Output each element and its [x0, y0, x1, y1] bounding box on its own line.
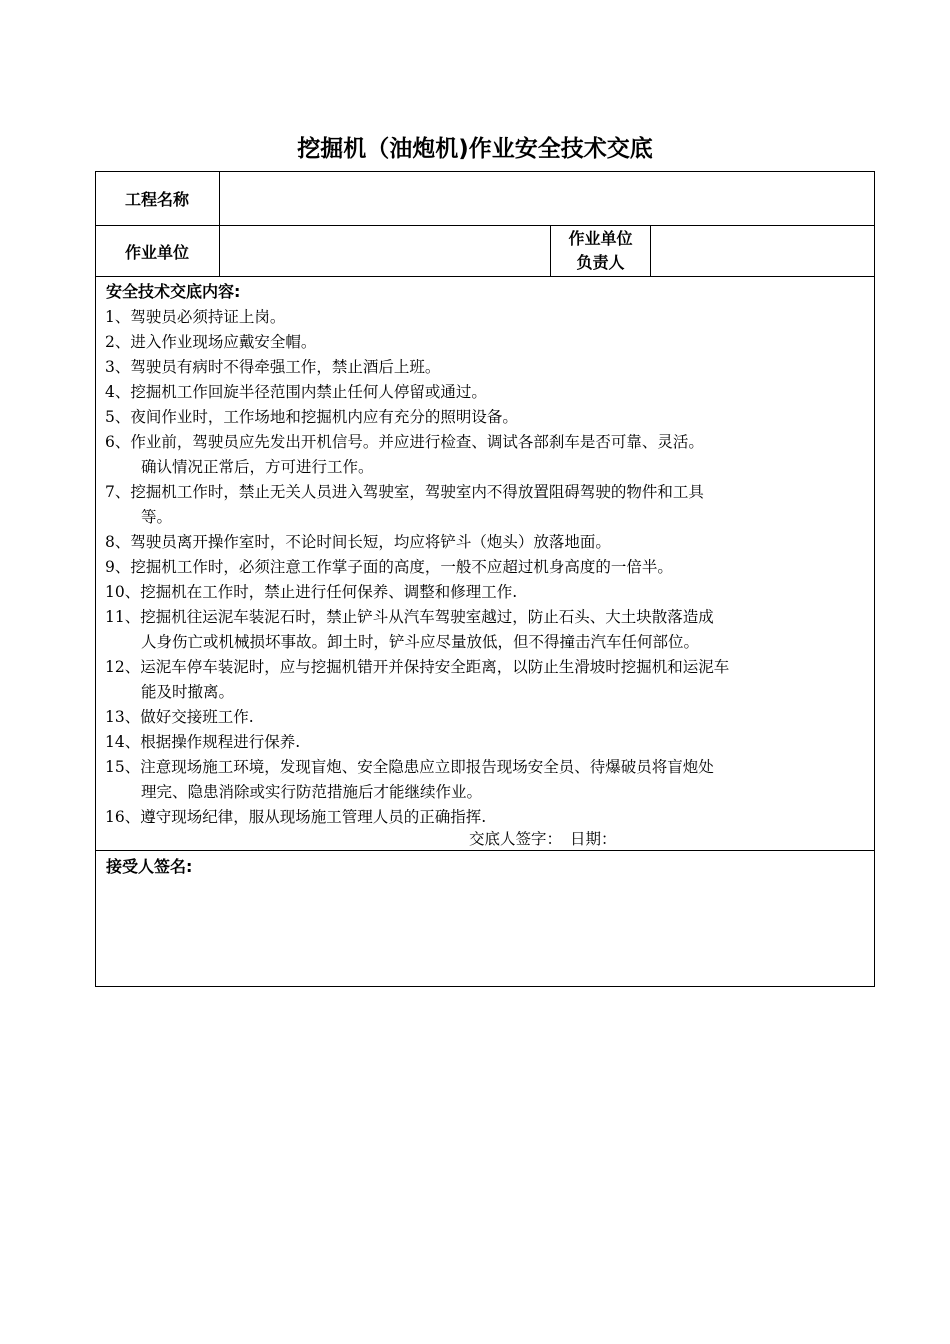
row-divider [95, 850, 875, 851]
disclosure-form [95, 171, 875, 987]
list-item: 5、夜间作业时，工作场地和挖掘机内应有充分的照明设备。 [105, 408, 518, 426]
work-unit-leader-field[interactable] [651, 226, 874, 276]
content-heading: 安全技术交底内容: [106, 282, 241, 301]
list-item: 2、进入作业现场应戴安全帽。 [105, 333, 317, 351]
work-unit-leader-label-line1: 作业单位 [568, 229, 633, 248]
list-item: 11、挖掘机往运泥车装泥石时，禁止铲斗从汽车驾驶室越过，防止石头、大土块散落造成 人身伤亡或机械损坏事故。卸土时，铲斗应尽量放低，但不得撞击汽车任何部位。 [105, 608, 714, 651]
border-left [95, 171, 96, 987]
border-right [874, 171, 875, 987]
receiver-signature-area[interactable] [96, 879, 874, 985]
work-unit-leader-label-line2: 负责人 [576, 253, 625, 272]
list-item: 14、根据操作规程进行保养. [105, 733, 301, 751]
list-item: 4、挖掘机工作回旋半径范围内禁止任何人停留或通过。 [105, 383, 487, 401]
list-item: 12、运泥车停车装泥时，应与挖掘机错开并保持安全距离，以防止生滑坡时挖掘机和运泥车 能及时撤离。 [105, 658, 730, 701]
date-label: 日期： [570, 830, 617, 848]
list-item: 13、做好交接班工作. [105, 708, 254, 726]
list-item: 10、挖掘机在工作时，禁止进行任何保养、调整和修理工作. [105, 583, 518, 601]
list-item: 7、挖掘机工作时，禁止无关人员进入驾驶室，驾驶室内不得放置阻碍驾驶的物件和工具 等。 [105, 483, 704, 526]
list-item: 9、挖掘机工作时，必须注意工作掌子面的高度，一般不应超过机身高度的一倍半。 [105, 558, 673, 576]
list-item: 1、驾驶员必须持证上岗。 [105, 308, 286, 326]
list-item: 16、遵守现场纪律，服从现场施工管理人员的正确指挥. [105, 808, 487, 826]
discloser-signature-label: 交底人签字： [469, 830, 563, 848]
border-bottom [95, 986, 875, 987]
work-unit-field[interactable] [220, 226, 550, 276]
receiver-signature-label: 接受人签名: [106, 857, 193, 876]
work-unit-label: 作业单位 [124, 242, 189, 262]
project-name-label: 工程名称 [124, 189, 189, 209]
work-unit-leader-label [551, 226, 650, 276]
project-name-field[interactable] [220, 172, 874, 225]
discloser-signature-row [469, 827, 625, 849]
list-item: 15、注意现场施工环境，发现盲炮、安全隐患应立即报告现场安全员、待爆破员将盲炮处 理完、隐患消除或实行防范措施后才能继续作业。 [105, 758, 714, 801]
safety-items-list [105, 305, 870, 830]
list-item: 8、驾驶员离开操作室时，不论时间长短，均应将铲斗（炮头）放落地面。 [105, 533, 611, 551]
list-item: 3、驾驶员有病时不得牵强工作，禁止酒后上班。 [105, 358, 441, 376]
document-title: 挖掘机（油炮机)作业安全技术交底 [297, 136, 653, 162]
list-item: 6、作业前，驾驶员应先发出开机信号。并应进行检查、调试各部刹车是否可靠、灵活。 确认情况正常后，方可进行工作。 [105, 433, 704, 476]
row-divider [95, 276, 875, 277]
